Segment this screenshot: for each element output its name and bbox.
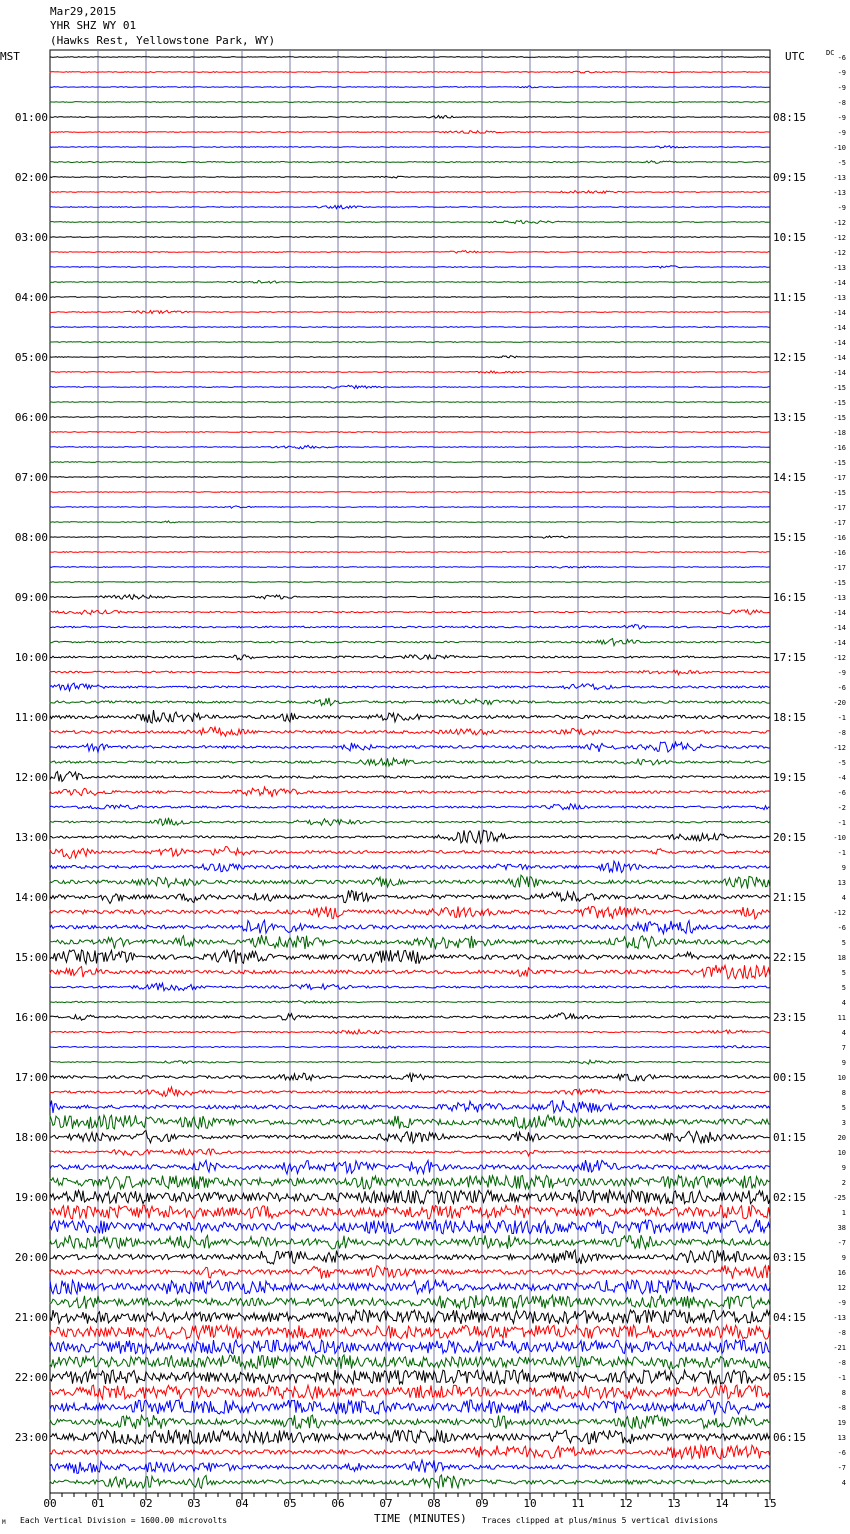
seismic-trace-line bbox=[50, 683, 770, 691]
right-hour-label: 13:15 bbox=[773, 411, 807, 424]
seismic-trace-line bbox=[50, 891, 770, 904]
dc-offset-label: -8 bbox=[837, 99, 846, 107]
seismic-trace-line bbox=[50, 1060, 770, 1064]
x-tick-label: 10 bbox=[523, 1497, 537, 1510]
seismic-trace-line bbox=[50, 1385, 770, 1399]
dc-offset-label: -14 bbox=[833, 354, 846, 362]
dc-offset-label: 9 bbox=[841, 1164, 846, 1172]
x-tick-label: 05 bbox=[283, 1497, 297, 1510]
right-hour-label: 02:15 bbox=[773, 1191, 807, 1204]
dc-offset-label: 4 bbox=[841, 999, 846, 1007]
seismic-trace-line bbox=[50, 176, 770, 178]
dc-offset-label: -9 bbox=[837, 129, 846, 137]
left-hour-label: 12:00 bbox=[14, 771, 48, 784]
dc-offset-label: 4 bbox=[841, 894, 846, 902]
dc-offset-label: 9 bbox=[841, 864, 846, 872]
x-tick-label: 14 bbox=[715, 1497, 729, 1510]
dc-offset-label: 9 bbox=[841, 1254, 846, 1262]
dc-offset-label: -7 bbox=[837, 1464, 846, 1472]
seismic-trace-line bbox=[50, 1370, 770, 1384]
header-date: Mar29,2015 bbox=[50, 5, 117, 18]
seismic-trace-line bbox=[50, 402, 770, 403]
seismic-trace-line bbox=[50, 610, 770, 615]
dc-offset-label: -12 bbox=[833, 234, 846, 242]
dc-offset-label: -14 bbox=[833, 339, 846, 347]
seismic-trace-line bbox=[50, 445, 770, 449]
seismic-trace-line bbox=[50, 1265, 770, 1279]
seismic-trace-line bbox=[50, 1160, 770, 1174]
seismic-trace-line bbox=[50, 950, 770, 964]
left-hour-label: 05:00 bbox=[14, 351, 48, 364]
seismic-trace-line bbox=[50, 742, 770, 752]
seismic-trace-line bbox=[50, 342, 770, 343]
dc-offset-label: 11 bbox=[837, 1014, 846, 1022]
dc-offset-label: 1 bbox=[841, 1209, 846, 1217]
left-hour-label: 19:00 bbox=[14, 1191, 48, 1204]
seismic-trace-line bbox=[50, 965, 770, 979]
seismic-trace-line bbox=[50, 1460, 770, 1473]
left-hour-label: 03:00 bbox=[14, 231, 48, 244]
dc-offset-label: 5 bbox=[841, 969, 846, 977]
dc-offset-label: -12 bbox=[833, 219, 846, 227]
seismic-trace-line bbox=[50, 536, 770, 538]
dc-offset-label: -6 bbox=[837, 789, 846, 797]
dc-offset-label: -6 bbox=[837, 54, 846, 62]
dc-offset-label: -15 bbox=[833, 414, 846, 422]
dc-offset-label: -17 bbox=[833, 564, 846, 572]
left-hour-label: 14:00 bbox=[14, 891, 48, 904]
seismic-trace-line bbox=[50, 146, 770, 148]
dc-offset-label: -16 bbox=[833, 444, 846, 452]
right-hour-label: 11:15 bbox=[773, 291, 807, 304]
right-hour-label: 00:15 bbox=[773, 1071, 807, 1084]
left-hour-label: 01:00 bbox=[14, 111, 48, 124]
dc-offset-label: -17 bbox=[833, 474, 846, 482]
seismic-trace-line bbox=[50, 1030, 770, 1035]
right-hour-label: 23:15 bbox=[773, 1011, 807, 1024]
dc-offset-label: -18 bbox=[833, 429, 846, 437]
dc-offset-label: -12 bbox=[833, 249, 846, 257]
dc-offset-label: -5 bbox=[837, 159, 846, 167]
left-hour-label: 06:00 bbox=[14, 411, 48, 424]
seismic-trace-line bbox=[50, 310, 770, 313]
dc-offset-label: -14 bbox=[833, 609, 846, 617]
dc-offset-label: -14 bbox=[833, 369, 846, 377]
dc-offset-label: -16 bbox=[833, 534, 846, 542]
dc-offset-label: 4 bbox=[841, 1479, 846, 1487]
dc-offset-label: -9 bbox=[837, 114, 846, 122]
left-hour-label: 15:00 bbox=[14, 951, 48, 964]
seismic-trace-line bbox=[50, 86, 770, 88]
dc-offset-label: 9 bbox=[841, 1059, 846, 1067]
x-axis-title: TIME (MINUTES) bbox=[374, 1512, 467, 1525]
seismic-trace-line bbox=[50, 462, 770, 463]
seismic-trace-line bbox=[50, 1340, 770, 1354]
dc-offset-label: 20 bbox=[837, 1134, 846, 1142]
dc-offset-label: -17 bbox=[833, 519, 846, 527]
seismic-trace-line bbox=[50, 818, 770, 826]
seismic-trace-line bbox=[50, 417, 770, 418]
left-hour-label: 02:00 bbox=[14, 171, 48, 184]
seismic-trace-line bbox=[50, 506, 770, 508]
right-hour-label: 15:15 bbox=[773, 531, 807, 544]
x-tick-label: 03 bbox=[187, 1497, 201, 1510]
dc-offset-label: -6 bbox=[837, 1449, 846, 1457]
x-tick-label: 02 bbox=[139, 1497, 153, 1510]
dc-offset-label: 4 bbox=[841, 1029, 846, 1037]
dc-offset-label: -9 bbox=[837, 1299, 846, 1307]
dc-offset-label: -9 bbox=[837, 669, 846, 677]
dc-offset-label: 13 bbox=[837, 1434, 846, 1442]
seismic-trace-line bbox=[50, 71, 770, 73]
footer-division-note: Each Vertical Division = 1600.00 microvolts bbox=[20, 1516, 228, 1525]
dc-offset-label: -9 bbox=[837, 84, 846, 92]
left-hour-label: 08:00 bbox=[14, 531, 48, 544]
x-tick-label: 15 bbox=[763, 1497, 777, 1510]
dc-offset-label: -1 bbox=[837, 819, 846, 827]
dc-offset-label: -7 bbox=[837, 1239, 846, 1247]
seismic-trace-line bbox=[50, 281, 770, 284]
right-hour-label: 09:15 bbox=[773, 171, 807, 184]
x-tick-label: 13 bbox=[667, 1497, 681, 1510]
seismic-trace-line bbox=[50, 1175, 770, 1189]
right-hour-label: 19:15 bbox=[773, 771, 807, 784]
seismic-trace-line bbox=[50, 861, 770, 872]
seismic-trace-line bbox=[50, 1087, 770, 1096]
x-tick-label: 04 bbox=[235, 1497, 249, 1510]
dc-offset-label: -1 bbox=[837, 1374, 846, 1382]
left-hour-label: 18:00 bbox=[14, 1131, 48, 1144]
dc-offset-label: -13 bbox=[833, 189, 846, 197]
seismic-trace-line bbox=[50, 477, 770, 478]
seismic-trace-line bbox=[50, 251, 770, 254]
dc-offset-label: 8 bbox=[841, 1089, 846, 1097]
seismic-trace-line bbox=[50, 772, 770, 782]
seismic-trace-line bbox=[50, 1415, 770, 1429]
seismic-trace-line bbox=[50, 1295, 770, 1309]
left-hour-label: 17:00 bbox=[14, 1071, 48, 1084]
dc-offset-label: -8 bbox=[837, 729, 846, 737]
dc-offset-label: -6 bbox=[837, 924, 846, 932]
dc-offset-label: 38 bbox=[837, 1224, 846, 1232]
left-hour-label: 22:00 bbox=[14, 1371, 48, 1384]
right-hour-label: 05:15 bbox=[773, 1371, 807, 1384]
dc-offset-label: -15 bbox=[833, 489, 846, 497]
seismic-trace-line bbox=[50, 521, 770, 523]
seismic-trace-line bbox=[50, 935, 770, 949]
dc-offset-label: 3 bbox=[841, 1119, 846, 1127]
right-hour-label: 17:15 bbox=[773, 651, 807, 664]
dc-offset-label: -16 bbox=[833, 549, 846, 557]
seismic-trace-line bbox=[50, 875, 770, 889]
seismic-trace-line bbox=[50, 698, 770, 706]
left-hour-label: 13:00 bbox=[14, 831, 48, 844]
right-hour-label: 08:15 bbox=[773, 111, 807, 124]
left-hour-label: 23:00 bbox=[14, 1431, 48, 1444]
seismic-trace-line bbox=[50, 710, 770, 723]
seismic-trace-line bbox=[50, 595, 770, 600]
dc-offset-label: -12 bbox=[833, 909, 846, 917]
seismic-trace-line bbox=[50, 220, 770, 223]
seismic-trace-line bbox=[50, 983, 770, 991]
dc-offset-label: -13 bbox=[833, 264, 846, 272]
x-tick-label: 01 bbox=[91, 1497, 105, 1510]
seismic-trace-line bbox=[50, 1001, 770, 1004]
seismic-trace-line bbox=[50, 847, 770, 859]
seismic-trace-line bbox=[50, 1100, 770, 1113]
x-tick-label: 00 bbox=[43, 1497, 57, 1510]
right-hour-label: 01:15 bbox=[773, 1131, 807, 1144]
dc-offset-label: -20 bbox=[833, 699, 846, 707]
seismic-trace-line bbox=[50, 1013, 770, 1020]
seismic-trace-line bbox=[50, 1190, 770, 1204]
seismic-trace-line bbox=[50, 1131, 770, 1144]
seismic-trace-line bbox=[50, 552, 770, 553]
seismic-trace-line bbox=[50, 655, 770, 660]
seismic-trace-line bbox=[50, 1220, 770, 1234]
seismic-trace-line bbox=[50, 1400, 770, 1414]
seismic-trace-line bbox=[50, 356, 770, 358]
seismic-trace-line bbox=[50, 115, 770, 118]
seismic-trace-line bbox=[50, 131, 770, 134]
seismic-trace-line bbox=[50, 566, 770, 568]
dc-offset-label: 12 bbox=[837, 1284, 846, 1292]
right-hour-label: 14:15 bbox=[773, 471, 807, 484]
seismic-trace-line bbox=[50, 582, 770, 583]
left-hour-label: 16:00 bbox=[14, 1011, 48, 1024]
dc-offset-label: -14 bbox=[833, 279, 846, 287]
seismic-trace-line bbox=[50, 327, 770, 328]
dc-offset-label: -8 bbox=[837, 1404, 846, 1412]
x-tick-label: 06 bbox=[331, 1497, 345, 1510]
dc-offset-label: -6 bbox=[837, 684, 846, 692]
seismic-trace-line bbox=[50, 1355, 770, 1369]
seismic-trace-line bbox=[50, 1250, 770, 1264]
seismic-trace-line bbox=[50, 1046, 770, 1049]
dc-offset-label: 16 bbox=[837, 1269, 846, 1277]
dc-offset-label: -15 bbox=[833, 459, 846, 467]
seismic-trace-line bbox=[50, 1430, 770, 1444]
seismic-trace-line bbox=[50, 804, 770, 810]
seismic-trace-line bbox=[50, 758, 770, 766]
seismic-trace-line bbox=[50, 920, 770, 934]
dc-label: DC bbox=[826, 49, 835, 57]
dc-offset-label: -13 bbox=[833, 294, 846, 302]
x-tick-label: 12 bbox=[619, 1497, 633, 1510]
seismic-trace-line bbox=[50, 385, 770, 388]
seismic-trace-line bbox=[50, 432, 770, 433]
seismic-trace-line bbox=[50, 266, 770, 268]
seismic-trace-line bbox=[50, 1149, 770, 1156]
right-hour-label: 22:15 bbox=[773, 951, 807, 964]
seismic-trace-line bbox=[50, 1073, 770, 1082]
left-hour-label: 20:00 bbox=[14, 1251, 48, 1264]
dc-offset-label: -17 bbox=[833, 504, 846, 512]
x-tick-label: 09 bbox=[475, 1497, 489, 1510]
right-hour-label: 10:15 bbox=[773, 231, 807, 244]
left-timezone-label: MST bbox=[0, 50, 20, 63]
seismic-trace-line bbox=[50, 1445, 770, 1459]
dc-offset-label: -12 bbox=[833, 744, 846, 752]
right-hour-label: 04:15 bbox=[773, 1311, 807, 1324]
seismic-trace-line bbox=[50, 102, 770, 103]
left-hour-label: 07:00 bbox=[14, 471, 48, 484]
header-location: (Hawks Rest, Yellowstone Park, WY) bbox=[50, 34, 276, 47]
dc-offset-label: -14 bbox=[833, 624, 846, 632]
left-hour-label: 11:00 bbox=[14, 711, 48, 724]
seismic-trace-line bbox=[50, 1280, 770, 1294]
left-hour-label: 10:00 bbox=[14, 651, 48, 664]
dc-offset-label: 5 bbox=[841, 1104, 846, 1112]
dc-offset-label: -15 bbox=[833, 399, 846, 407]
dc-offset-label: 5 bbox=[841, 984, 846, 992]
left-hour-label: 09:00 bbox=[14, 591, 48, 604]
dc-offset-label: -13 bbox=[833, 594, 846, 602]
dc-offset-label: -15 bbox=[833, 579, 846, 587]
seismic-trace-line bbox=[50, 492, 770, 493]
dc-offset-label: -10 bbox=[833, 144, 846, 152]
dc-offset-label: -1 bbox=[837, 849, 846, 857]
dc-offset-label: -13 bbox=[833, 174, 846, 182]
right-hour-label: 03:15 bbox=[773, 1251, 807, 1264]
dc-offset-label: 7 bbox=[841, 1044, 846, 1052]
seismic-trace-line bbox=[50, 297, 770, 298]
x-tick-label: 08 bbox=[427, 1497, 441, 1510]
dc-offset-label: -9 bbox=[837, 69, 846, 77]
dc-offset-label: -14 bbox=[833, 639, 846, 647]
seismic-trace-line bbox=[50, 670, 770, 675]
dc-offset-label: 5 bbox=[841, 939, 846, 947]
dc-offset-label: 10 bbox=[837, 1074, 846, 1082]
seismic-trace-line bbox=[50, 1325, 770, 1339]
dc-offset-label: 10 bbox=[837, 1149, 846, 1157]
right-timezone-label: UTC bbox=[785, 50, 805, 63]
x-tick-label: 11 bbox=[571, 1497, 585, 1510]
seismic-trace-line bbox=[50, 1475, 770, 1489]
dc-offset-label: -10 bbox=[833, 834, 846, 842]
dc-offset-label: 2 bbox=[841, 1179, 846, 1187]
seismic-trace-line bbox=[50, 237, 770, 238]
dc-offset-label: -15 bbox=[833, 384, 846, 392]
dc-offset-label: -14 bbox=[833, 324, 846, 332]
dc-offset-label: -13 bbox=[833, 1314, 846, 1322]
seismic-trace-line bbox=[50, 727, 770, 736]
seismic-trace-line bbox=[50, 57, 770, 58]
seismic-trace-line bbox=[50, 371, 770, 374]
seismic-trace-line bbox=[50, 1235, 770, 1249]
left-hour-label: 04:00 bbox=[14, 291, 48, 304]
dc-offset-label: -8 bbox=[837, 1329, 846, 1337]
seismic-trace-line bbox=[50, 787, 770, 797]
seismic-trace-line bbox=[50, 639, 770, 646]
right-hour-label: 16:15 bbox=[773, 591, 807, 604]
dc-offset-label: -21 bbox=[833, 1344, 846, 1352]
seismic-trace-line bbox=[50, 1205, 770, 1219]
seismic-trace-line bbox=[50, 906, 770, 919]
seismic-trace-line bbox=[50, 830, 770, 843]
seismic-trace-line bbox=[50, 161, 770, 164]
right-hour-label: 20:15 bbox=[773, 831, 807, 844]
logo-mark: M bbox=[2, 1519, 6, 1526]
seismic-trace-line bbox=[50, 191, 770, 194]
right-hour-label: 18:15 bbox=[773, 711, 807, 724]
dc-offset-label: -12 bbox=[833, 654, 846, 662]
dc-offset-label: 8 bbox=[841, 1389, 846, 1397]
header-station: YHR SHZ WY 01 bbox=[50, 19, 137, 32]
dc-offset-label: -9 bbox=[837, 204, 846, 212]
right-hour-label: 12:15 bbox=[773, 351, 807, 364]
right-hour-label: 21:15 bbox=[773, 891, 807, 904]
right-hour-label: 06:15 bbox=[773, 1431, 807, 1444]
seismic-trace-line bbox=[50, 1310, 770, 1324]
dc-offset-label: -4 bbox=[837, 774, 846, 782]
dc-offset-label: -2 bbox=[837, 804, 846, 812]
x-tick-label: 07 bbox=[379, 1497, 393, 1510]
seismic-trace-line bbox=[50, 1115, 770, 1129]
dc-offset-label: -1 bbox=[837, 714, 846, 722]
dc-offset-label: -8 bbox=[837, 1359, 846, 1367]
dc-offset-label: -25 bbox=[833, 1194, 846, 1202]
dc-offset-label: 13 bbox=[837, 879, 846, 887]
dc-offset-label: -14 bbox=[833, 309, 846, 317]
seismic-trace-line bbox=[50, 205, 770, 209]
footer-clip-note: Traces clipped at plus/minus 5 vertical divisions bbox=[482, 1516, 719, 1525]
seismic-trace-line bbox=[50, 624, 770, 629]
left-hour-label: 21:00 bbox=[14, 1311, 48, 1324]
dc-offset-label: 18 bbox=[837, 954, 846, 962]
dc-offset-label: 19 bbox=[837, 1419, 846, 1427]
dc-offset-label: -5 bbox=[837, 759, 846, 767]
